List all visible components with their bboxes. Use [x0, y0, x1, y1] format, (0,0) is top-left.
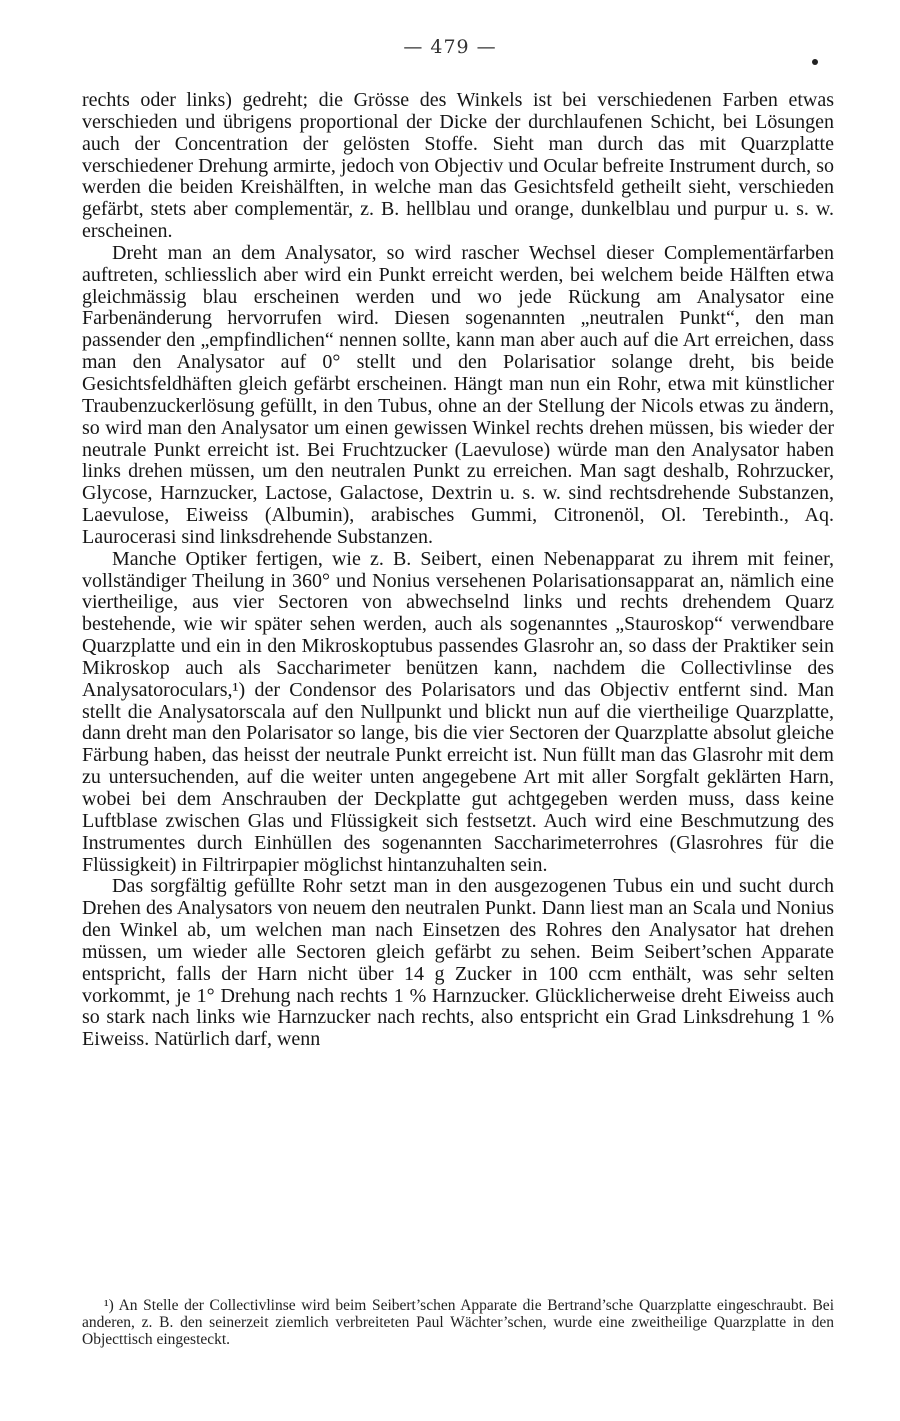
paragraph-4: Das sorgfältig gefüllte Rohr setzt man in den ausgezogenen Tubus ein und sucht durch Drehen des Analysators von neuem den neutralen Punkt. Dann liest man an Scala und Nonius den Winkel ab, um welchen man nach Einsetzen des Rohres den Analysator hat drehen müssen, um wieder alle Sectoren gleich gefärbt zu sehen. Beim Seibert’schen Apparate entspricht, falls der Harn nicht über 14 g Zucker in 100 ccm enthält, was sehr selten vorkommt, je 1° Drehung nach rechts 1 % Harnzucker. Glücklicherweise dreht Eiweiss auch so stark nach links wie Harnzucker nach rechts, also entspricht ein Grad Linksdrehung 1 % Eiweiss. Natürlich darf, wenn: [82, 875, 834, 1051]
footnotes: [82, 1297, 834, 1348]
body-text: [82, 90, 834, 1051]
paragraph-2: Dreht man an dem Analysator, so wird rascher Wechsel dieser Complementärfarben auftreten, schliesslich aber wird ein Punkt erreicht werden, bei welchem beide Hälften etwa gleichmässig blau erscheinen werden und wo jede Rückung am Analysator eine Farbenänderung hervorrufen wird. Diesen sogenannten „neutralen Punkt“, den man passender den „empfindlichen“ nennen sollte, kann man aber auch auf die Art erreichen, dass man den Analysator auf 0° stellt und den Polarisatior solange dreht, bis beide Gesichtsfeldhäften gleich gefärbt erscheinen. Hängt man nun ein Rohr, etwa mit künstlicher Traubenzuckerlösung gefüllt, in den Tubus, ohne an der Stellung der Nicols etwas zu ändern, so wird man den Analysator um einen gewissen Winkel rechts drehen müssen, bis wieder der neutrale Punkt erreicht ist. Bei Fruchtzucker (Laevulose) würde man den Analysator haben links drehen müssen, um den neutralen Punkt zu erreichen. Man sagt deshalb, Rohrzucker, Glycose, Harnzucker, Lactose, Galactose, Dextrin u. s. w. sind rechtsdrehende Substanzen, Laevulose, Eiweiss (Albumin), arabisches Gummi, Citronenöl, Ol. Terebinth., Aq. Laurocerasi sind linksdrehende Substanzen.: [82, 241, 834, 548]
ink-speck: [812, 59, 818, 65]
paragraph-1: rechts oder links) gedreht; die Grösse des Winkels ist bei verschiedenen Farben etwas verschieden und übrigens proportional der Dicke der durchlaufenen Schicht, bei Lösungen auch der Concentration der gelösten Stoffe. Sieht man durch das mit Quarzplatte verschiedener Drehung armirte, jedoch von Objectiv und Ocular befreite Instrument durch, so werden die beiden Kreishälften, in welche man das Gesichtsfeld getheilt sieht, verschieden gefärbt, stets aber complementär, z. B. hellblau und orange, dunkelblau und purpur u. s. w. erscheinen.: [82, 89, 834, 243]
footnote-1: ¹) An Stelle der Collectivlinse wird beim Seibert’schen Apparate die Bertrand’sche Quarzplatte eingeschraubt. Bei anderen, z. B. den seinerzeit ziemlich verbreiteten Paul Wächter’schen, wurde eine zweitheilige Quarzplatte in den Objecttisch eingesteckt.: [82, 1297, 834, 1348]
paragraph-3: Manche Optiker fertigen, wie z. B. Seibert, einen Nebenapparat zu ihrem mit feiner, vollständiger Theilung in 360° und Nonius versehenen Polarisationsapparat an, nämlich eine viertheilige, aus vier Sectoren von abwechselnd links und rechts drehendem Quarz bestehende, wie wir später sehen werden, auch als sogenanntes „Stauroskop“ verwendbare Quarzplatte und ein in den Mikroskoptubus passendes Glasrohr an, so dass der Praktiker sein Mikroskop auch als Saccharimeter benützen kann, nachdem die Collectivlinse des Analysatoroculars,¹) der Condensor des Polarisators und das Objectiv entfernt sind. Man stellt die Analysatorscala auf den Nullpunkt und blickt nun auf die viertheilige Quarzplatte, dann dreht man den Polarisator so lange, bis die vier Sectoren der Quarzplatte absolut gleiche Färbung haben, das heisst der neutrale Punkt erreicht ist. Nun füllt man das Glasrohr mit dem zu untersuchenden, auf die weiter unten angegebene Art mit aller Sorgfalt geklärten Harn, wobei bei dem Anschrauben der Deckplatte gut achtgegeben werden muss, dass keine Luftblase zwischen Glas und Flüssigkeit sich festsetzt. Auch wird eine Beschmutzung des Instrumentes durch Einhüllen des sogenannten Saccharimeterrohres (Glasrohres für die Flüssigkeit) in Filtrirpapier möglichst hintanzuhalten sein.: [82, 547, 834, 876]
page-number: — 479 —: [403, 36, 497, 58]
